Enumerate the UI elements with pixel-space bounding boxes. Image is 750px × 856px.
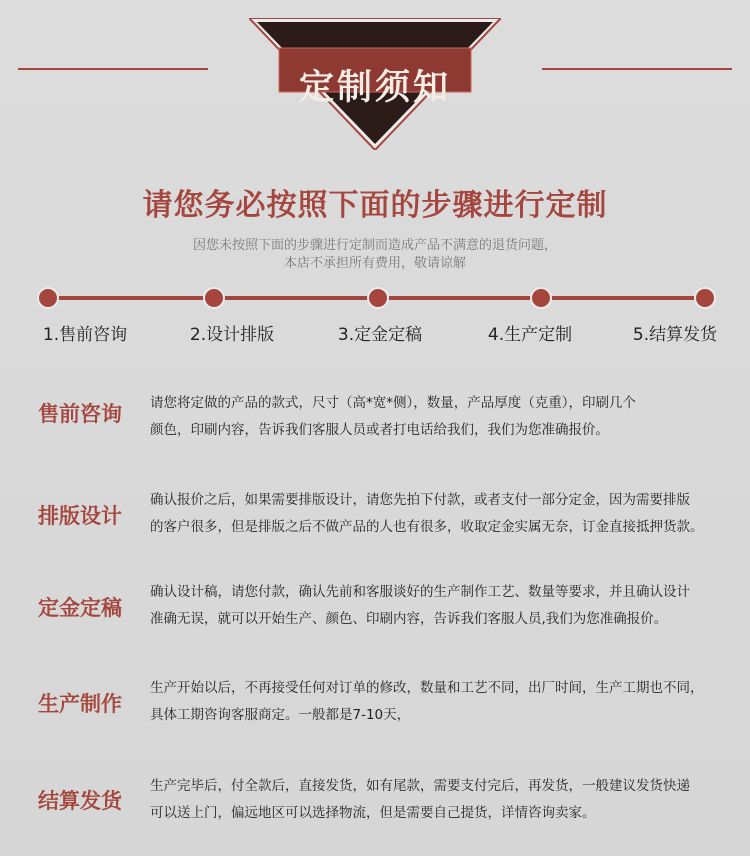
section-text-production <box>150 675 735 729</box>
section-text-deposit <box>150 579 735 633</box>
section-line: 确认设计稿，请您付款，确认先前和客服谈好的生产制作工艺、数量等要求，并且确认设计 <box>150 584 690 600</box>
section-line: 请您将定做的产品的款式，尺寸（高*宽*侧），数量，产品厚度（克重），印刷几个 <box>150 395 636 411</box>
step-label-5: 5.结算发货 <box>632 325 718 345</box>
step-dot-4 <box>530 287 552 309</box>
section-text-presale <box>150 390 735 444</box>
notice-line-2: 本店不承担所有费用，敬请谅解 <box>283 256 466 271</box>
section-line: 生产完毕后，付全款后，直接发货，如有尾款，需要支付完后，再发货，一般建议发货快递 <box>150 778 690 794</box>
section-title-settlement: 结算发货 <box>38 789 122 813</box>
section-text-layout <box>150 487 735 541</box>
step-dot-5 <box>694 287 716 309</box>
step-dot-2 <box>203 287 225 309</box>
section-line: 可以送上门，偏远地区可以选择物流，但是需要自己提货，详情咨询卖家。 <box>150 805 596 821</box>
step-dot-3 <box>367 287 389 309</box>
notice-line-1: 因您未按照下面的步骤进行定制而造成产品不满意的退货问题， <box>192 238 557 253</box>
section-title-production: 生产制作 <box>38 692 122 716</box>
step-label-3: 3.定金定稿 <box>337 325 423 345</box>
header-divider-left <box>18 68 208 70</box>
step-label-4: 4.生产定制 <box>487 325 573 345</box>
page-headline: 请您务必按照下面的步骤进行定制 <box>142 188 608 223</box>
emblem-title: 定制须知 <box>298 68 451 108</box>
section-line: 具体工期咨询客服商定。一般都是7-10天， <box>150 707 411 723</box>
header-divider-right <box>542 68 732 70</box>
section-line: 准确无误，就可以开始生产、颜色、印刷内容，告诉我们客服人员,我们为您准确报价。 <box>150 611 668 627</box>
step-label-2: 2.设计排版 <box>189 325 275 345</box>
section-text-settlement <box>150 773 735 827</box>
section-line: 生产开始以后，不再接受任何对订单的修改，数量和工艺不同，出厂时间，生产工期也不同， <box>150 680 704 696</box>
section-line: 颜色，印刷内容，告诉我们客服人员或者打电话给我们，我们为您准确报价。 <box>150 422 609 438</box>
section-title-layout: 排版设计 <box>38 504 122 528</box>
step-dot-1 <box>37 287 59 309</box>
section-title-presale: 售前咨询 <box>38 402 122 426</box>
section-line: 确认报价之后，如果需要排版设计，请您先拍下付款，或者支付一部分定金，因为需要排版 <box>150 492 690 508</box>
title-emblem <box>249 18 501 150</box>
step-label-1: 1.售前咨询 <box>42 325 128 345</box>
section-title-deposit: 定金定稿 <box>38 596 122 620</box>
section-line: 的客户很多，但是排版之后不做产品的人也有很多，收取定金实属无奈，订金直接抵押货款。 <box>150 519 704 535</box>
